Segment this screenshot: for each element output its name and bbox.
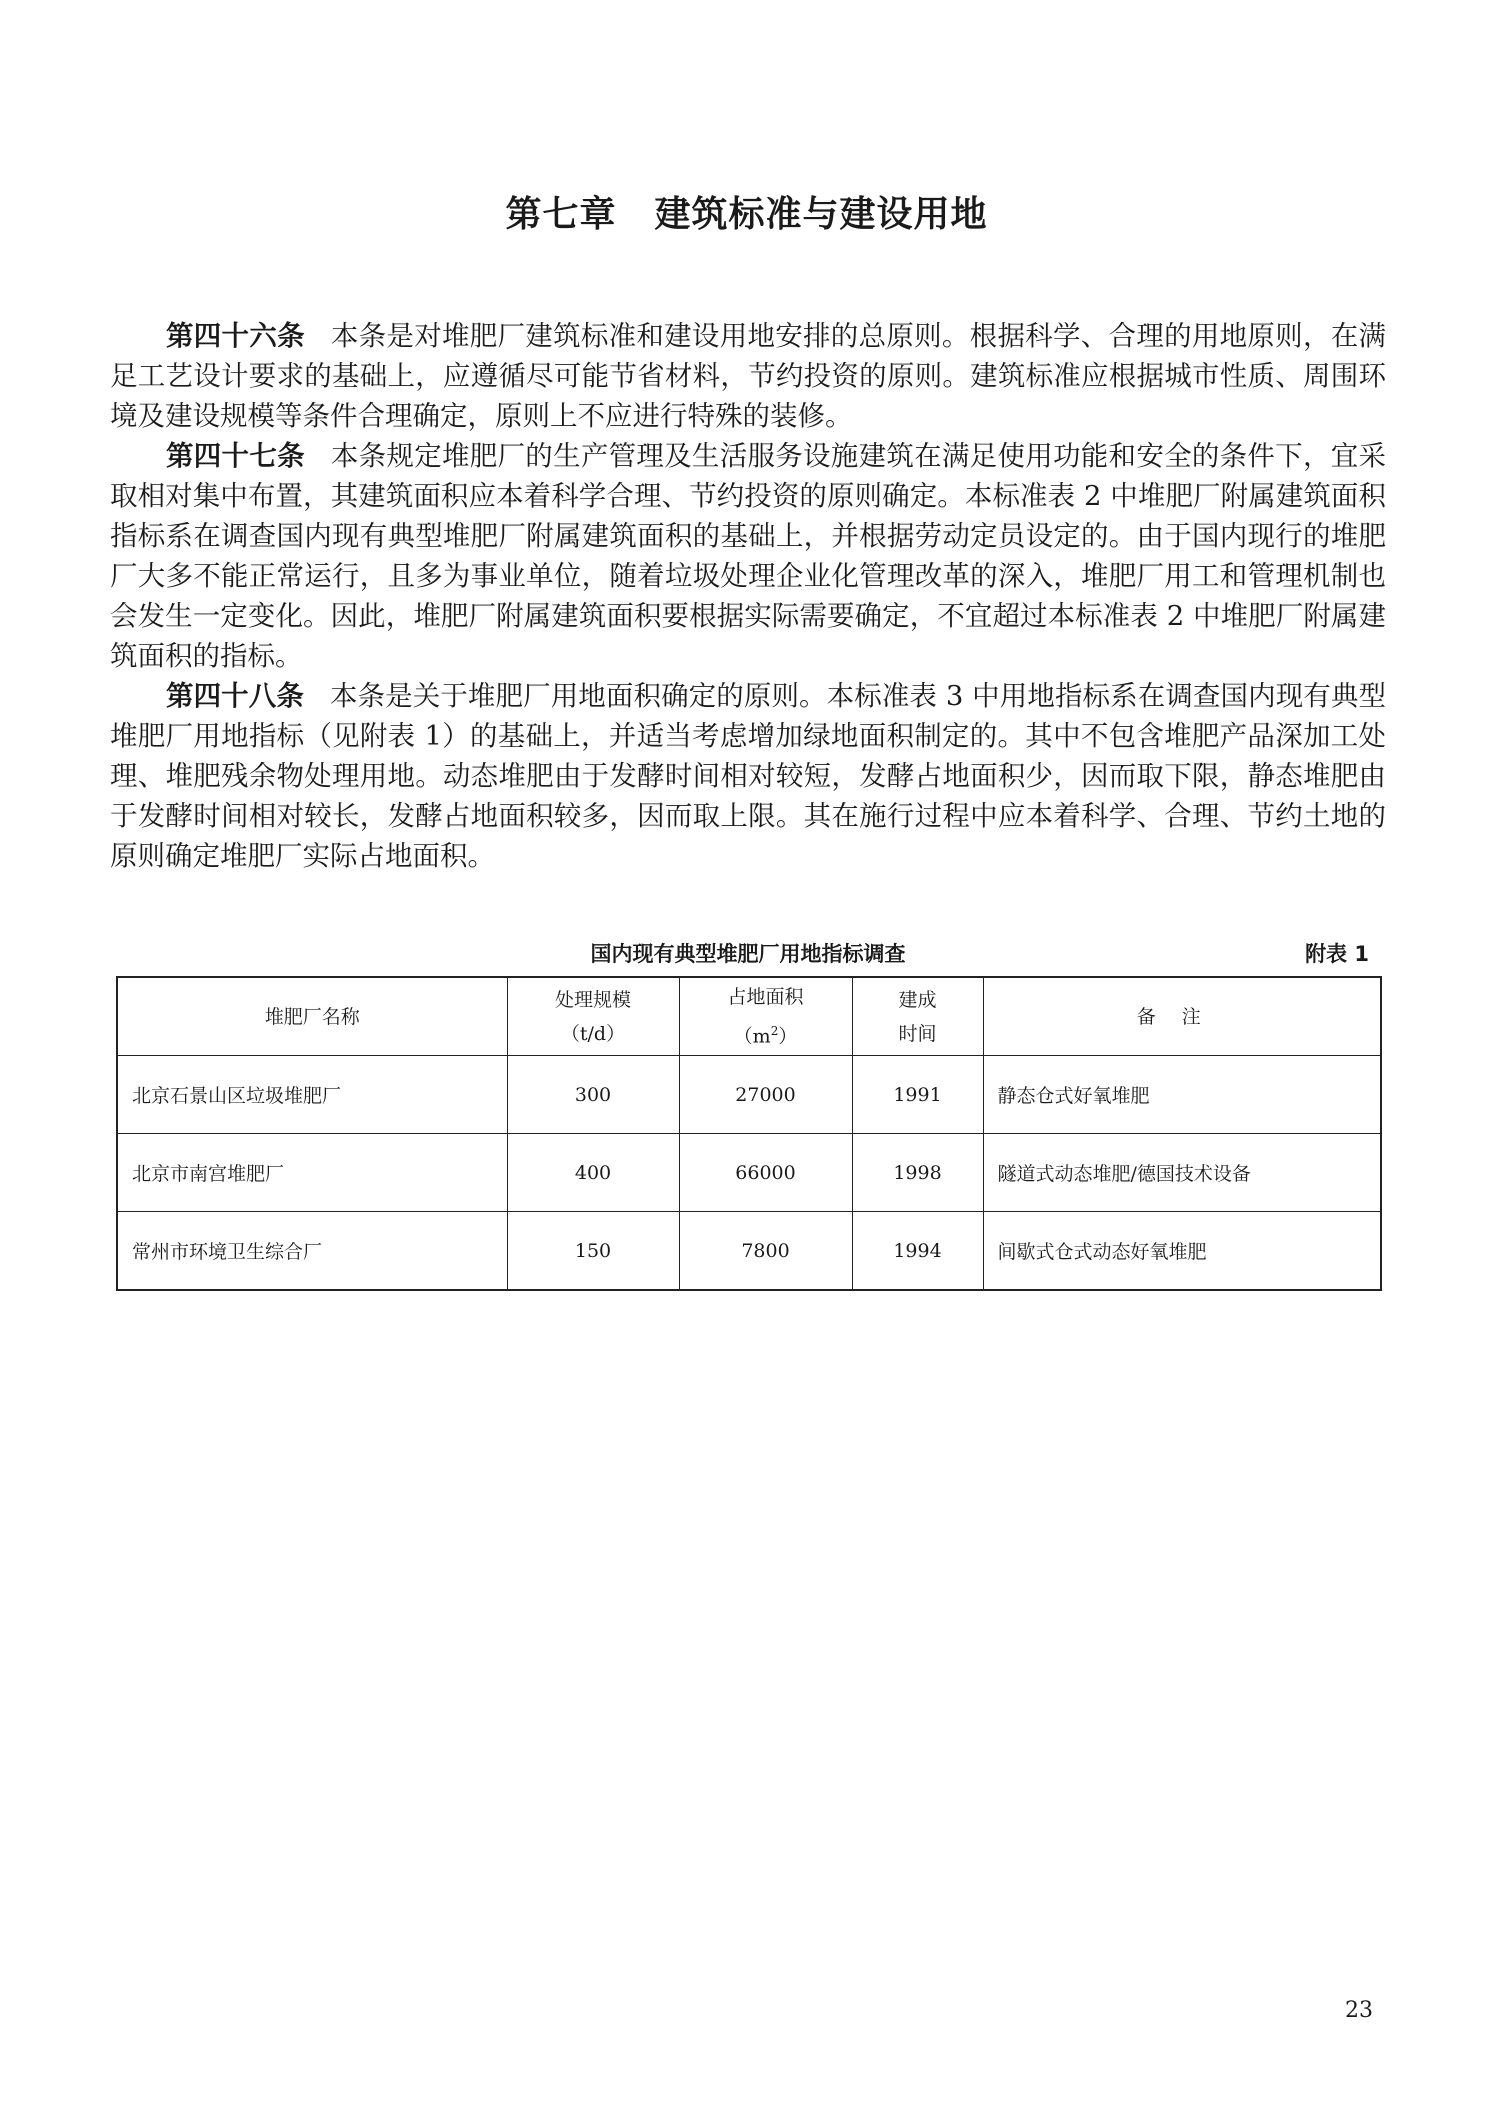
page-number: 23 [1345, 1998, 1373, 2023]
table-row [117, 1056, 1381, 1134]
cell-area: 66000 [679, 1134, 852, 1212]
table-body [117, 1056, 1381, 1291]
cell-area: 27000 [679, 1056, 852, 1134]
cell-built-year: 1991 [852, 1056, 983, 1134]
table-row [117, 1134, 1381, 1212]
cell-plant-name: 常州市环境卫生综合厂 [117, 1212, 507, 1291]
cell-capacity: 300 [507, 1056, 679, 1134]
cell-built-year: 1994 [852, 1212, 983, 1291]
article-body [110, 316, 1386, 876]
chapter-heading: 建筑标准与建设用地 [654, 194, 988, 235]
table-number: 附表 1 [1305, 942, 1369, 966]
article-48 [110, 676, 1386, 876]
cell-built-year: 1998 [852, 1134, 983, 1212]
article-number: 第四十六条 [166, 320, 305, 352]
cell-note: 隧道式动态堆肥/德国技术设备 [983, 1134, 1381, 1212]
article-text: 本条是关于堆肥厂用地面积确定的原则。本标准表 3 中用地指标系在调查国内现有典型堆肥厂用地指标（见附表 1）的基础上，并适当考虑增加绿地面积制定的。其中不包含堆肥产品深加工处理、堆肥残余物处理用地。动态堆肥由于发酵时间相对较短，发酵占地面积少，因而取下限，静态堆肥由于发酵时间相对较长，发酵占地面积较多，因而取上限。其在施行过程中应本着科学、合理、节约土地的原则确定堆肥厂实际占地面积。 [110, 680, 1386, 872]
header-area: 占地面积 $(m^2)$ [679, 977, 852, 1056]
cell-note: 间歇式仓式动态好氧堆肥 [983, 1212, 1381, 1291]
header-name: 堆肥厂名称 [117, 977, 507, 1056]
cell-plant-name: 北京石景山区垃圾堆肥厂 [117, 1056, 507, 1134]
cell-capacity: 150 [507, 1212, 679, 1291]
table-caption [110, 934, 1386, 968]
header-capacity: 处理规模 （t/d） [507, 977, 679, 1056]
table-row [117, 1212, 1381, 1291]
header-note: 备注 [983, 977, 1381, 1056]
cell-capacity: 400 [507, 1134, 679, 1212]
article-number: 第四十八条 [166, 680, 304, 712]
article-47 [110, 436, 1386, 676]
table-header-row [117, 977, 1381, 1056]
cell-note: 静态仓式好氧堆肥 [983, 1056, 1381, 1134]
article-46 [110, 316, 1386, 436]
cell-area: 7800 [679, 1212, 852, 1291]
survey-table [116, 976, 1382, 1291]
chapter-title [0, 186, 1493, 237]
chapter-label: 第七章 [505, 194, 617, 235]
article-text: 本条是对堆肥厂建筑标准和建设用地安排的总原则。根据科学、合理的用地原则，在满足工艺设计要求的基础上，应遵循尽可能节省材料，节约投资的原则。建筑标准应根据城市性质、周围环境及建设规模等条件合理确定，原则上不应进行特殊的装修。 [110, 320, 1387, 432]
cell-plant-name: 北京市南宫堆肥厂 [117, 1134, 507, 1212]
article-text: 本条规定堆肥厂的生产管理及生活服务设施建筑在满足使用功能和安全的条件下，宜采取相对集中布置，其建筑面积应本着科学合理、节约投资的原则确定。本标准表 2 中堆肥厂附属建筑面积指标系在调查国内现有典型堆肥厂附属建筑面积的基础上，并根据劳动定员设定的。由于国内现行的堆肥厂大多不能正常运行，且多为事业单位，随着垃圾处理企业化管理改革的深入，堆肥厂用工和管理机制也会发生一定变化。因此，堆肥厂附属建筑面积要根据实际需要确定，不宜超过本标准表 2 中堆肥厂附属建筑面积的指标。 [110, 440, 1387, 672]
table-title: 国内现有典型堆肥厂用地指标调查 [590, 942, 906, 966]
article-number: 第四十七条 [166, 440, 305, 472]
header-built-time: 建成 时间 [852, 977, 983, 1056]
